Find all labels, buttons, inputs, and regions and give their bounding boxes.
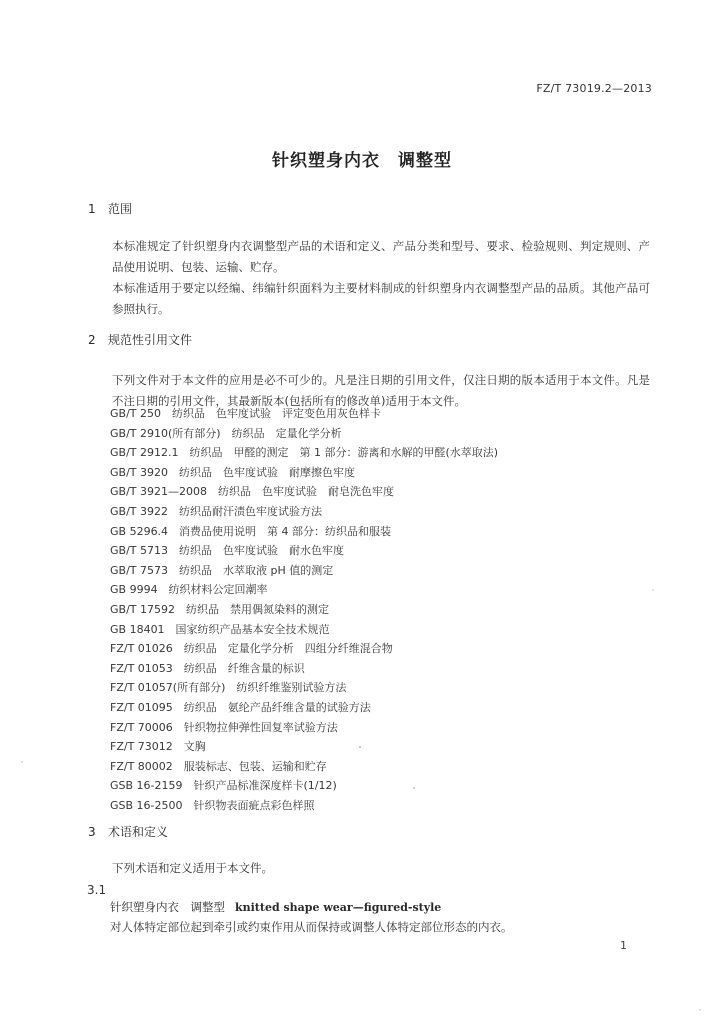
section-title: 术语和定义 — [108, 825, 169, 839]
section-title: 范围 — [108, 202, 133, 216]
reference-item: GB/T 2912.1 纺织品 甲醛的测定 第 1 部分：游离和水解的甲醛(水萃取法) — [110, 446, 499, 460]
scope-paragraph-2: 本标准适用于要定以经编、纬编针织面料为主要材料制成的针织塑身内衣调整型产品的品质。其他产品可参照执行。 — [112, 281, 650, 316]
reference-item: GB/T 7573 纺织品 水萃取液 pH 值的测定 — [110, 563, 334, 577]
reference-item: GB/T 5713 纺织品 色牢度试验 耐水色牢度 — [110, 544, 344, 558]
reference-item: GB/T 17592 纺织品 禁用偶氮染料的测定 — [110, 602, 329, 616]
clause-number: 3.1 — [87, 883, 107, 897]
term-definition: 对人体特定部位起到牵引或约束作用从而保持或调整人体特定部位形态的内衣。 — [110, 920, 513, 934]
reference-item: FZ/T 01053 纺织品 纤维含量的标识 — [110, 661, 305, 675]
reference-item: FZ/T 80002 服装标志、包装、运输和贮存 — [110, 759, 327, 773]
reference-item: GB/T 250 纺织品 色牢度试验 评定变色用灰色样卡 — [110, 407, 381, 420]
reference-item: GSB 16-2500 针织物表面疵点彩色样照 — [110, 798, 315, 812]
reference-item: FZ/T 01057(所有部分) 纺织纤维鉴别试验方法 — [110, 681, 347, 695]
reference-item: GB/T 3921—2008 纺织品 色牢度试验 耐皂洗色牢度 — [110, 485, 394, 499]
references-intro: 下列文件对于本文件的应用是必不可少的。凡是注日期的引用文件，仅注日期的版本适用于本文件。凡是不注日期的引用文件，其最新版本(包括所有的修改单)适用于本文件。 — [112, 373, 650, 408]
scope-paragraph-1: 本标准规定了针织塑身内衣调整型产品的术语和定义、产品分类和型号、要求、检验规则、判定规则、产品使用说明、包装、运输、贮存。 — [112, 239, 650, 274]
reference-item: FZ/T 01026 纺织品 定量化学分析 四组分纤维混合物 — [110, 642, 393, 656]
reference-item: FZ/T 01095 纺织品 氨纶产品纤维含量的试验方法 — [110, 700, 371, 714]
reference-item: FZ/T 70006 针织物拉伸弹性回复率试验方法 — [110, 720, 338, 734]
section-number: 3 — [88, 825, 96, 839]
document-title: 针织塑身内衣 调整型 — [272, 151, 452, 171]
reference-item: GB/T 3922 纺织品耐汗渍色牢度试验方法 — [110, 504, 322, 518]
standard-number: FZ/T 73019.2—2013 — [536, 82, 652, 95]
reference-item: GB 5296.4 消费品使用说明 第 4 部分：纺织品和服装 — [110, 524, 392, 538]
reference-item: GSB 16-2159 针织产品标准深度样卡(1/12) — [110, 779, 337, 793]
reference-item: GB 18401 国家纺织产品基本安全技术规范 — [110, 622, 330, 636]
terms-intro: 下列术语和定义适用于本文件。 — [112, 861, 273, 875]
reference-item: GB/T 2910(所有部分) 纺织品 定量化学分析 — [110, 426, 342, 440]
reference-item: GB/T 3920 纺织品 色牢度试验 耐摩擦色牢度 — [110, 465, 355, 479]
section-number: 1 — [88, 202, 96, 216]
reference-item: GB 9994 纺织材料公定回潮率 — [110, 583, 268, 597]
section-title: 规范性引用文件 — [108, 333, 193, 347]
section-number: 2 — [88, 333, 96, 347]
page-number: 1 — [620, 939, 627, 952]
term-english: knitted shape wear—figured-style — [235, 901, 442, 914]
term-chinese: 针织塑身内衣 调整型 — [110, 900, 225, 914]
reference-item: FZ/T 73012 文胸 — [110, 740, 206, 754]
